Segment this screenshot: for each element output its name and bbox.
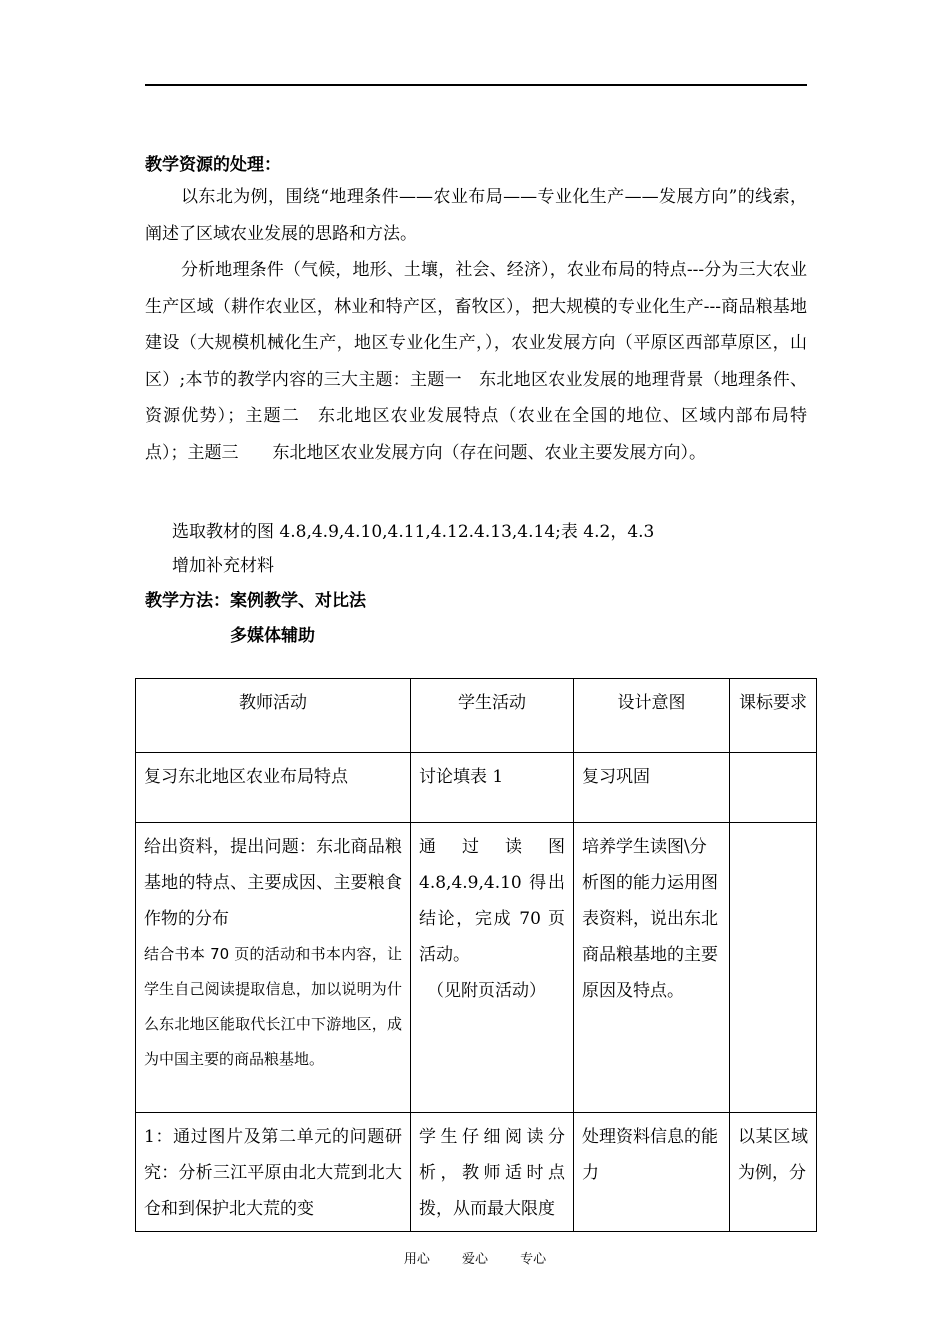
row3-teacher: 1：通过图片及第二单元的问题研究：分析三江平原由北大荒到北大仓和到保护北大荒的变 [136,1113,411,1232]
header-teacher-activity: 教师活动 [136,679,411,753]
row3-design: 处理资料信息的能力 [574,1113,730,1232]
row1-student: 讨论填表 1 [411,753,574,823]
row2-student-note: （见附页活动） [427,981,546,1001]
table-header-row [136,679,817,753]
row1-standard [730,753,817,823]
footer-word-3: 专心 [520,1252,547,1267]
footer-word-2: 爱心 [461,1252,488,1267]
methods-subline: 多媒体辅助 [230,626,315,646]
row1-design: 复习巩固 [574,753,730,823]
row2-teacher [136,823,411,1113]
table-row [136,823,817,1113]
header-rule [145,84,807,86]
paragraph-intro: 以东北为例，围绕“地理条件——农业布局——专业化生产——发展方向”的线索，阐述了区域农业发展的思路和方法。 [145,187,807,244]
header-curriculum-standard: 课标要求 [730,679,817,753]
lesson-table [135,678,817,1232]
row2-design: 培养学生读图\分析图的能力运用图表资料，说出东北商品粮基地的主要原因及特点。 [574,823,730,1113]
header-student-activity: 学生活动 [411,679,574,753]
row2-standard [730,823,817,1113]
supplement-line: 增加补充材料 [172,556,274,576]
row3-standard: 以某区域为例，分 [730,1113,817,1232]
row2-teacher-small: 结合书本 70 页的活动和书本内容，让学生自己阅读提取信息，加以说明为什么东北地区能取代长江中下游地区，成为中国主要的商品粮基地。 [144,945,402,1068]
paragraph-analysis: 分析地理条件（气候，地形、土壤，社会、经济），农业布局的特点---分为三大农业生产区域（耕作农业区，林业和特产区，畜牧区），把大规模的专业化生产---商品粮基地建设（大规模机械化生产，地区专业化生产，），农业发展方向（平原区西部草原区，山区）;本节的教学内容的三大主题：主题一 东北地区农业发展的地理背景（地理条件、资源优势）；主题二 东北地区农业发展特点（农业在全国的地位、区域内部布局特点）；主题三 东北地区农业发展方向（存在问题、农业主要发展方向）。 [145,260,807,463]
row2-teacher-main: 给出资料，提出问题：东北商品粮基地的特点、主要成因、主要粮食作物的分布 [144,837,402,929]
table-row [136,1113,817,1232]
section-heading-methods: 教学方法：案例教学、对比法 [145,591,366,611]
header-design-intent: 设计意图 [574,679,730,753]
row3-student: 学生仔细阅读分析，教师适时点拨，从而最大限度 [411,1113,574,1232]
section-heading-resources: 教学资源的处理： [145,155,281,175]
row1-teacher: 复习东北地区农业布局特点 [136,753,411,823]
row2-student [411,823,574,1113]
textbook-figures-line: 选取教材的图 4.8,4.9,4.10,4.11,4.12.4.13,4.14;表 4.2，4.3 [172,522,655,542]
footer-word-1: 用心 [403,1252,430,1267]
table-row [136,753,817,823]
row2-student-main: 通过读图 4.8,4.9,4.10 得出结论，完成 70 页活动。 [419,837,565,965]
page-footer [0,1248,950,1267]
